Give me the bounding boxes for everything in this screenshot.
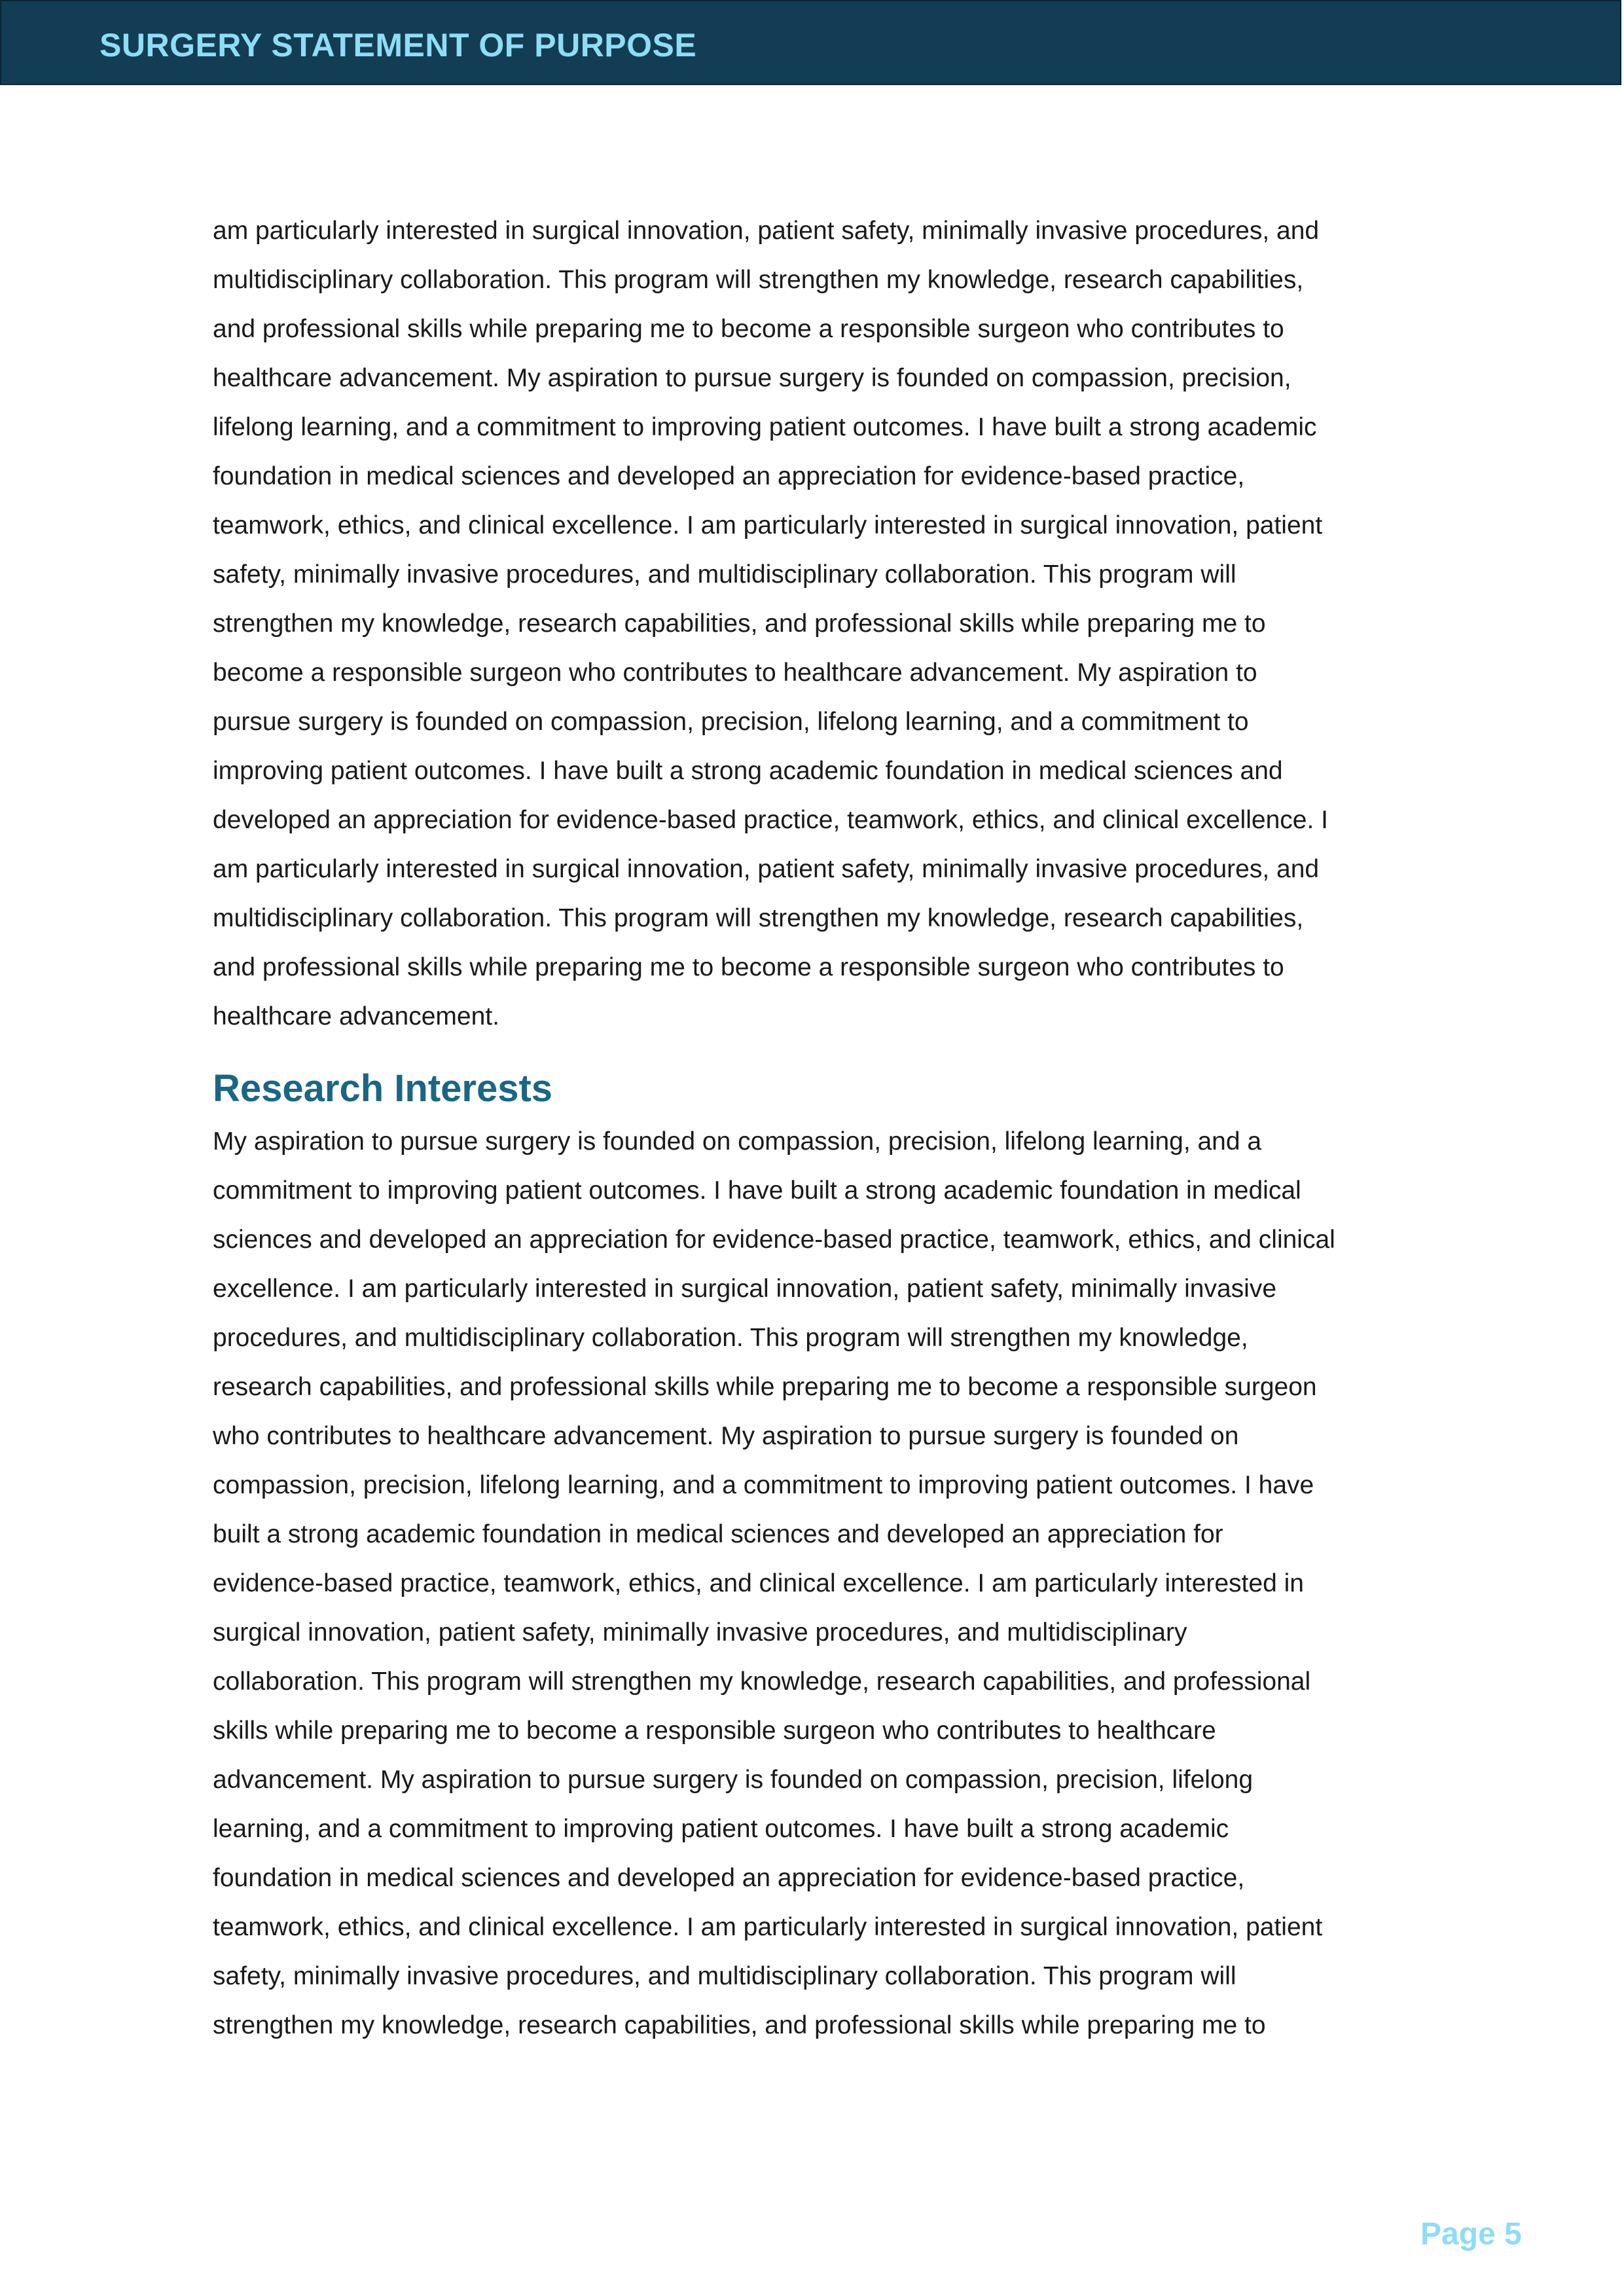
text-line: commitment to improving patient outcomes. I have built a strong academic foundation in medical (213, 1176, 1301, 1205)
text-line: strengthen my knowledge, research capabilities, and professional skills while preparing me to (213, 610, 1266, 638)
text-line: foundation in medical sciences and developed an appreciation for evidence-based practice, (213, 462, 1245, 490)
text-line: foundation in medical sciences and developed an appreciation for evidence-based practice, (213, 1864, 1245, 1892)
section-heading-research-interests: Research Interests (213, 1067, 553, 1110)
paragraph-intro-continued (213, 206, 1430, 1041)
text-line: improving patient outcomes. I have built a strong academic foundation in medical sciences and (213, 757, 1283, 785)
text-line: teamwork, ethics, and clinical excellence. I am particularly interested in surgical innovation, patient (213, 511, 1323, 539)
text-line: developed an appreciation for evidence-based practice, teamwork, ethics, and clinical excellence. I (213, 806, 1328, 834)
text-line: safety, minimally invasive procedures, and multidisciplinary collaboration. This program will (213, 560, 1236, 589)
text-line: evidence-based practice, teamwork, ethics, and clinical excellence. I am particularly interested in (213, 1569, 1304, 1597)
text-line: compassion, precision, lifelong learning, and a commitment to improving patient outcomes. I have (213, 1471, 1314, 1499)
text-line: am particularly interested in surgical innovation, patient safety, minimally invasive procedures, and (213, 217, 1320, 245)
document-header-title: SURGERY STATEMENT OF PURPOSE (99, 27, 697, 64)
text-line: strengthen my knowledge, research capabilities, and professional skills while preparing me to (213, 2011, 1266, 2039)
text-line: surgical innovation, patient safety, minimally invasive procedures, and multidisciplinary (213, 1618, 1187, 1647)
text-line: teamwork, ethics, and clinical excellence. I am particularly interested in surgical innovation, patient (213, 1913, 1323, 1941)
text-line: healthcare advancement. My aspiration to pursue surgery is founded on compassion, precision, (213, 364, 1291, 392)
text-line: healthcare advancement. (213, 1002, 499, 1030)
page-number: Page 5 (1420, 2217, 1522, 2251)
text-line: advancement. My aspiration to pursue surgery is founded on compassion, precision, lifelong (213, 1766, 1254, 1794)
text-line: and professional skills while preparing me to become a responsible surgeon who contributes to (213, 953, 1284, 981)
text-line: multidisciplinary collaboration. This program will strengthen my knowledge, research capabilities, (213, 266, 1304, 294)
text-line: procedures, and multidisciplinary collaboration. This program will strengthen my knowledge, (213, 1324, 1248, 1352)
text-line: pursue surgery is founded on compassion, precision, lifelong learning, and a commitment to (213, 708, 1249, 736)
text-line: skills while preparing me to become a responsible surgeon who contributes to healthcare (213, 1717, 1216, 1745)
text-line: built a strong academic foundation in medical sciences and developed an appreciation for (213, 1520, 1223, 1548)
text-line: sciences and developed an appreciation for evidence-based practice, teamwork, ethics, and clinical (213, 1226, 1335, 1254)
text-line: excellence. I am particularly interested in surgical innovation, patient safety, minimally invasive (213, 1275, 1277, 1303)
document-header-bar (0, 0, 1621, 85)
text-line: become a responsible surgeon who contributes to healthcare advancement. My aspiration to (213, 659, 1257, 687)
text-line: collaboration. This program will strengthen my knowledge, research capabilities, and professional (213, 1667, 1311, 1696)
text-line: lifelong learning, and a commitment to improving patient outcomes. I have built a strong academic (213, 413, 1317, 441)
text-line: am particularly interested in surgical innovation, patient safety, minimally invasive procedures, and (213, 855, 1320, 883)
text-line: My aspiration to pursue surgery is founded on compassion, precision, lifelong learning, and a (213, 1127, 1262, 1156)
document-body (213, 206, 1430, 2050)
text-line: learning, and a commitment to improving patient outcomes. I have built a strong academic (213, 1815, 1229, 1843)
text-line: and professional skills while preparing me to become a responsible surgeon who contributes to (213, 315, 1284, 343)
text-line: who contributes to healthcare advancement. My aspiration to pursue surgery is founded on (213, 1422, 1239, 1450)
text-line: multidisciplinary collaboration. This program will strengthen my knowledge, research capabilities, (213, 904, 1304, 932)
text-line: research capabilities, and professional skills while preparing me to become a responsible surgeon (213, 1373, 1317, 1401)
text-line: safety, minimally invasive procedures, and multidisciplinary collaboration. This program will (213, 1962, 1236, 1990)
paragraph-research-interests (213, 1117, 1430, 2050)
